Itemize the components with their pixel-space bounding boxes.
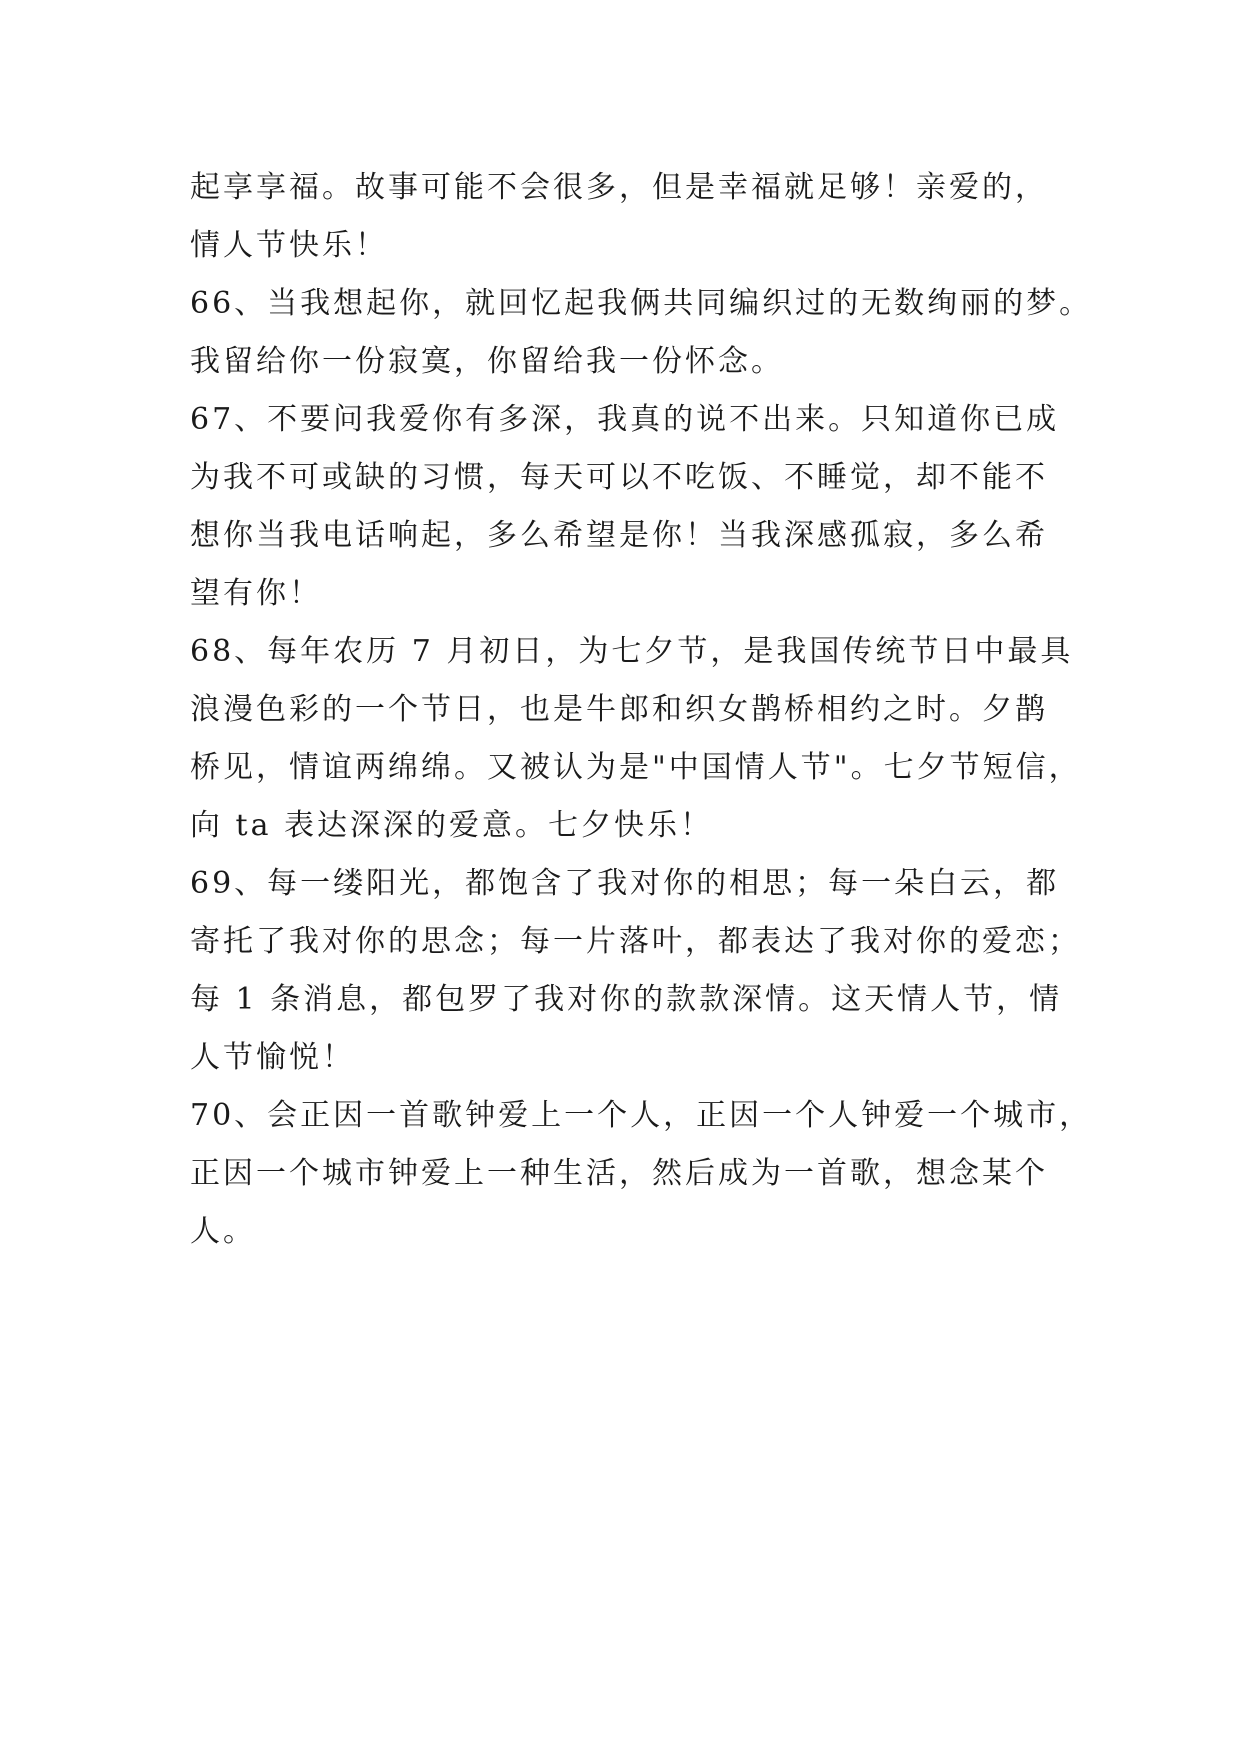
text-line: 67、不要问我爱你有多深，我真的说不出来。只知道你已成 [190,402,1060,437]
text-line: 想你当我电话响起，多么希望是你！当我深感孤寂，多么希 [190,518,1048,553]
text-line: 69、每一缕阳光，都饱含了我对你的相思；每一朵白云，都 [190,866,1060,901]
text-line: 70、会正因一首歌钟爱上一个人，正因一个人钟爱一个城市， [190,1098,1093,1133]
text-line: 我留给你一份寂寞，你留给我一份怀念。 [190,344,784,379]
text-line: 情人节快乐！ [190,228,388,263]
text-line: 人节愉悦！ [190,1040,355,1075]
text-line: 寄托了我对你的思念；每一片落叶，都表达了我对你的爱恋； [190,924,1081,959]
text-line: 人。 [190,1214,256,1249]
text-line: 为我不可或缺的习惯，每天可以不吃饭、不睡觉，却不能不 [190,460,1048,495]
text-line: 每 1 条消息，都包罗了我对你的款款深情。这天情人节，情 [190,982,1063,1017]
text-line: 66、当我想起你，就回忆起我俩共同编织过的无数绚丽的梦。 [190,286,1093,321]
text-line: 正因一个城市钟爱上一种生活，然后成为一首歌，想念某个 [190,1156,1048,1191]
text-line: 桥见，情谊两绵绵。又被认为是"中国情人节"。七夕节短信， [190,750,1082,785]
text-line: 起享享福。故事可能不会很多，但是幸福就足够！亲爱的， [190,170,1048,205]
text-line: 68、每年农历 7 月初日，为七夕节，是我国传统节日中最具 [190,634,1074,669]
document-body [190,159,1093,1261]
text-line: 浪漫色彩的一个节日，也是牛郎和织女鹊桥相约之时。夕鹊 [190,692,1048,727]
text-line: 向 ta 表达深深的爱意。七夕快乐！ [190,808,714,843]
text-line: 望有你！ [190,576,322,611]
